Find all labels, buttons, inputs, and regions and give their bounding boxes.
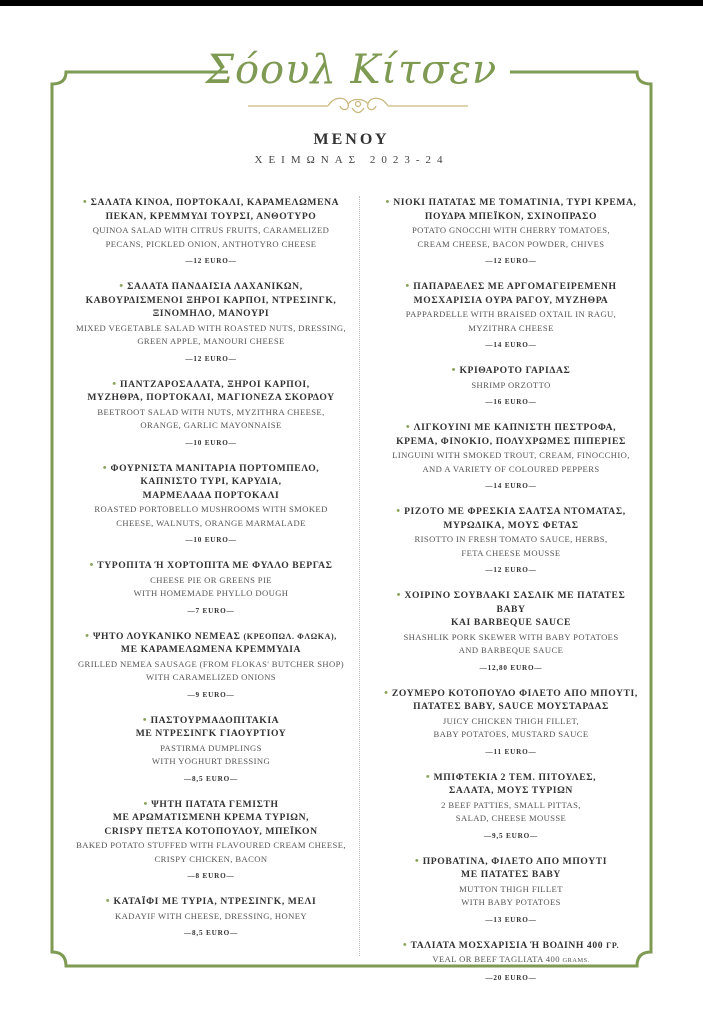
menu-item-portobello-mushrooms (68, 462, 354, 546)
item-greek-name: • ΛΙΓΚΟΥΙΝΙ ΜΕ ΚΑΠΝΙΣΤΗ ΠΕΣΤΡΟΦΑ, ΚΡΕΜΑ, ΦΙΝΟΚΙΟ, ΠΟΛΥΧΡΩΜΕΣ ΠΙΠΕΡΙΕΣ (396, 421, 626, 447)
bullet-dot-icon: • (105, 895, 114, 907)
item-english-description: 2 BEEF PATTIES, SMALL PITTAS, SALAD, CHEESE MOUSSE (441, 799, 581, 823)
menu-item-tagliata (381, 939, 641, 983)
item-price: —9,5 EURO— (484, 831, 538, 840)
item-greek-name: • ΨΗΤΟ ΛΟΥΚΑΝΙΚΟ ΝΕΜΕΑΣ (ΚΡΕΟΠΩΛ. ΦΛΩΚΑ), ΜΕ ΚΑΡΑΜΕΛΩΜΕΝΑ ΚΡΕΜΜΥΔΙΑ (85, 629, 337, 655)
item-greek-name: • ΚΑΤΑΪΦΙ ΜΕ ΤΥΡΙΑ, ΝΤΡΕΣΙΝΓΚ, ΜΕΛΙ (105, 895, 317, 907)
bullet-dot-icon: • (102, 461, 111, 474)
bullet-dot-icon: • (451, 364, 460, 376)
item-price: —7 EURO— (187, 606, 235, 615)
item-price: —12 EURO— (485, 566, 537, 574)
item-greek-name: • ΨΗΤΗ ΠΑΤΑΤΑ ΓΕΜΙΣΤΗ ΜΕ ΑΡΩΜΑΤΙΣΜΕΝΗ ΚΡΕΜΑ ΤΥΡΙΩΝ, CRISPY ΠΕΤΣΑ ΚΟΤΟΠΟΥΛΟΥ, ΜΠΕΪΚΟΝ (104, 797, 318, 837)
menu-item-mutton-fillet (381, 855, 641, 925)
menu-item-chicken-fillet (381, 687, 641, 757)
item-english-description: PAPPARDELLE WITH BRAISED OXTAIL IN RAGU, MYZITHRA CHEESE (405, 309, 617, 333)
bullet-dot-icon: • (414, 854, 423, 867)
bullet-dot-icon: • (405, 280, 414, 292)
item-greek-name: • ΤΑΛΙΑΤΑ ΜΟΣΧΑΡΙΣΙΑ Ή ΒΟΔΙΝΗ 400 ΓΡ. (402, 938, 620, 951)
item-english-description: VEAL OR BEEF TAGLIATA 400 GRAMS. (432, 954, 590, 964)
bullet-dot-icon: • (119, 280, 128, 292)
item-greek-name: • ΠΡΟΒΑΤΙΝΑ, ΦΙΛΕΤΟ ΑΠΟ ΜΠΟΥΤΙ ΜΕ ΠΑΤΑΤΕΣ BABY (414, 854, 608, 880)
item-greek-name: • ΠΑΝΤΖΑΡΟΣΑΛΑΤΑ, ΞΗΡΟΙ ΚΑΡΠΟΙ, ΜΥΖΗΘΡΑ, ΠΟΡΤΟΚΑΛΙ, ΜΑΓΙΟΝΕΖΑ ΣΚΟΡΔΟΥ (87, 377, 335, 403)
item-price: —12 EURO— (485, 257, 537, 265)
item-greek-name: • ΜΠΙΦΤΕΚΙΑ 2 ΤΕΜ. ΠΙΤΟΥΛΕΣ, ΣΑΛΑΤΑ, ΜΟΥΣ ΤΥΡΙΩΝ (425, 770, 597, 796)
item-greek-name: • ΡΙΖΟΤΟ ΜΕ ΦΡΕΣΚΙΑ ΣΑΛΤΣΑ ΝΤΟΜΑΤΑΣ, ΜΥΡΩΔΙΚΑ, ΜΟΥΣ ΦΕΤΑΣ (396, 505, 626, 531)
item-price: —12 EURO— (185, 354, 237, 363)
item-greek-name: • ΦΟΥΡΝΙΣΤΑ ΜΑΝΙΤΑΡΙΑ ΠΟΡΤΟΜΠΕΛΟ, ΚΑΠΝΙΣΤΟ ΤΥΡΙ, ΚΑΡΥΔΙΑ, ΜΑΡΜΕΛΑΔΑ ΠΟΡΤΟΚΑΛΙ (102, 461, 320, 501)
item-greek-name: • ΧΟΙΡΙΝΟ ΣΟΥΒΛΑΚΙ ΣΑΣΛΙΚ ΜΕ ΠΑΤΑΤΕΣ BABY ΚΑΙ BARBEQUE SAUCE (396, 589, 626, 628)
item-greek-name: • ΝΙΟΚΙ ΠΑΤΑΤΑΣ ΜΕ ΤΟΜΑΤΙΝΙΑ, ΤΥΡΙ ΚΡΕΜΑ, ΠΟΥΔΡΑ ΜΠΕΪΚΟΝ, ΣΧΙΝΟΠΡΑΣΟ (385, 196, 637, 222)
item-english-description: RISOTTO IN FRESH TOMATO SAUCE, HERBS, FETA CHEESE MOUSSE (414, 534, 608, 558)
bullet-dot-icon: • (142, 713, 151, 726)
menu-item-shrimp-orzotto (381, 364, 641, 407)
item-english-description: BAKED POTATO STUFFED WITH FLAVOURED CREAM CHEESE, CRISPY CHICKEN, BACON (76, 840, 346, 864)
left-menu-column (68, 196, 354, 938)
item-english-description: KADAYIF WITH CHEESE, DRESSING, HONEY (114, 910, 307, 921)
item-english-description: BEETROOT SALAD WITH NUTS, MYZITHRA CHEESE, ORANGE, GARLIC MAYONNAISE (97, 406, 325, 430)
item-greek-name: • ΣΑΛΑΤΑ ΠΑΝΔΑΙΣΙΑ ΛΑΧΑΝΙΚΩΝ, ΚΑΒΟΥΡΔΙΣΜΕΝΟΙ ΞΗΡΟΙ ΚΑΡΠΟΙ, ΝΤΡΕΣΙΝΓΚ, ΞΙΝΟΜΗΛΟ, ΜΑΝΟΥΡΙ (85, 280, 337, 319)
bullet-dot-icon: • (85, 629, 93, 642)
item-english-description: GRILLED NEMEA SAUSAGE (FROM FLOKAS' BUTCHER SHOP) WITH CARAMELIZED ONIONS (77, 658, 345, 682)
menu-item-vegetable-salad (68, 280, 354, 364)
item-greek-name: • ΤΥΡΟΠΙΤΑ Ή ΧΟΡΤΟΠΙΤΑ ΜΕ ΦΥΛΛΟ ΒΕΡΓΑΣ (89, 559, 333, 571)
item-price: —12 EURO— (185, 257, 237, 265)
item-greek-name: • ΚΡΙΘΑΡΟΤΟ ΓΑΡΙΔΑΣ (451, 364, 571, 376)
restaurant-title: Σόουλ Κίτσεν (205, 47, 498, 93)
item-price: —8 EURO— (187, 872, 235, 880)
bullet-dot-icon: • (425, 770, 434, 783)
item-english-description: PASTIRMA DUMPLINGS WITH YOGHURT DRESSING (151, 742, 271, 766)
item-price: —14 EURO— (485, 341, 537, 349)
item-greek-name: • ΠΑΠΑΡΔΕΛΕΣ ΜΕ ΑΡΓΟΜΑΓΕΙΡΕΜΕΝΗ ΜΟΣΧΑΡΙΣΙΑ ΟΥΡΑ ΡΑΓΟΥ, ΜΥΖΗΘΡΑ (405, 280, 617, 306)
flourish-ornament-icon (248, 94, 468, 116)
item-greek-name: • ΣΑΛΑΤΑ ΚΙΝΟΑ, ΠΟΡΤΟΚΑΛΙ, ΚΑΡΑΜΕΛΩΜΕΝΑ ΠΕΚΑΝ, ΚΡΕΜΜΥΔΙ ΤΟΥΡΣΙ, ΑΝΘΟΤΥΡΟ (82, 196, 340, 222)
item-english-description: CHEESE PIE OR GREENS PIE WITH HOMEMADE PHYLLO DOUGH (133, 574, 289, 598)
column-divider (359, 196, 360, 956)
menu-heading: ΜΕΝΟΥ (313, 131, 390, 148)
item-price: —10 EURO— (185, 536, 237, 544)
item-price: —12,80 EURO— (479, 663, 543, 672)
item-greek-name: • ΠΑΣΤΟΥΡΜΑΔΟΠΙΤΑΚΙΑ ΜΕ ΝΤΡΕΣΙΝΓΚ ΓΙΑΟΥΡΤΙΟΥ (135, 713, 287, 739)
season-subtitle: ΧΕΙΜΩΝΑΣ 2023-24 (254, 154, 449, 166)
item-english-description: SHRIMP ORZOTTO (471, 379, 551, 390)
item-price: —10 EURO— (185, 438, 237, 447)
menu-item-pastirma-dumplings (68, 714, 354, 784)
item-price: —13 EURO— (485, 915, 537, 924)
item-price: —8,5 EURO— (184, 774, 238, 783)
right-menu-column (381, 196, 641, 983)
item-price: —9 EURO— (187, 690, 235, 699)
item-price: —20 EURO— (485, 973, 537, 982)
menu-item-nemea-sausage (68, 630, 354, 700)
bullet-dot-icon: • (82, 196, 91, 208)
item-price: —14 EURO— (485, 482, 537, 490)
menu-item-kadayif (68, 895, 354, 938)
menu-item-quinoa-salad (68, 196, 354, 266)
bullet-dot-icon: • (396, 505, 405, 517)
menu-item-gnocchi (381, 196, 641, 266)
menu-item-risotto (381, 505, 641, 575)
bullet-dot-icon: • (384, 686, 392, 699)
bullet-dot-icon: • (385, 196, 394, 208)
bullet-dot-icon: • (89, 559, 98, 571)
item-english-description: QUINOA SALAD WITH CITRUS FRUITS, CARAMELIZED PECANS, PICKLED ONION, ANTHOTYRO CHEESE (92, 225, 330, 249)
menu-item-pork-skewer (381, 589, 641, 673)
item-english-description: SHASHLIK PORK SKEWER WITH BABY POTATOES AND BARBEQUE SAUCE (403, 631, 619, 655)
item-english-description: MUTTON THIGH FILLET WITH BABY POTATOES (459, 883, 563, 907)
menu-item-cheese-pie (68, 559, 354, 616)
item-english-description: JUICY CHICKEN THIGH FILLET, BABY POTATOES, MUSTARD SAUCE (433, 715, 589, 739)
item-price: —11 EURO— (485, 747, 537, 756)
menu-item-linguini (381, 421, 641, 491)
menu-item-beetroot-salad (68, 378, 354, 448)
item-english-description: POTATO GNOCCHI WITH CHERRY TOMATOES, CREAM CHEESE, BACON POWDER, CHIVES (411, 225, 611, 249)
item-english-description: LINGUINI WITH SMOKED TROUT, CREAM, FINOCCHIO, AND A VARIETY OF COLOURED PEPPERS (392, 450, 630, 474)
item-price: —8,5 EURO— (184, 929, 238, 937)
bullet-dot-icon: • (112, 377, 121, 390)
bullet-dot-icon: • (402, 938, 411, 951)
menu-item-baked-potato (68, 798, 354, 882)
item-price: —16 EURO— (485, 398, 537, 406)
item-greek-name: • ΖΟΥΜΕΡΟ ΚΟΤΟΠΟΥΛΟ ΦΙΛΕΤΟ ΑΠΟ ΜΠΟΥΤΙ, ΠΑΤΑΤΕΣ BABY, SAUCE ΜΟΥΣΤΑΡΔΑΣ (384, 686, 638, 712)
bullet-dot-icon: • (396, 589, 405, 601)
menu-item-pappardelle (381, 280, 641, 350)
bullet-dot-icon: • (405, 421, 414, 433)
bullet-dot-icon: • (143, 797, 152, 810)
item-english-description: ROASTED PORTOBELLO MUSHROOMS WITH SMOKED CHEESE, WALNUTS, ORANGE MARMALADE (94, 504, 328, 528)
item-english-description: MIXED VEGETABLE SALAD WITH ROASTED NUTS, DRESSING, GREEN APPLE, MANOURI CHEESE (75, 322, 347, 346)
menu-item-beef-patties (381, 771, 641, 841)
